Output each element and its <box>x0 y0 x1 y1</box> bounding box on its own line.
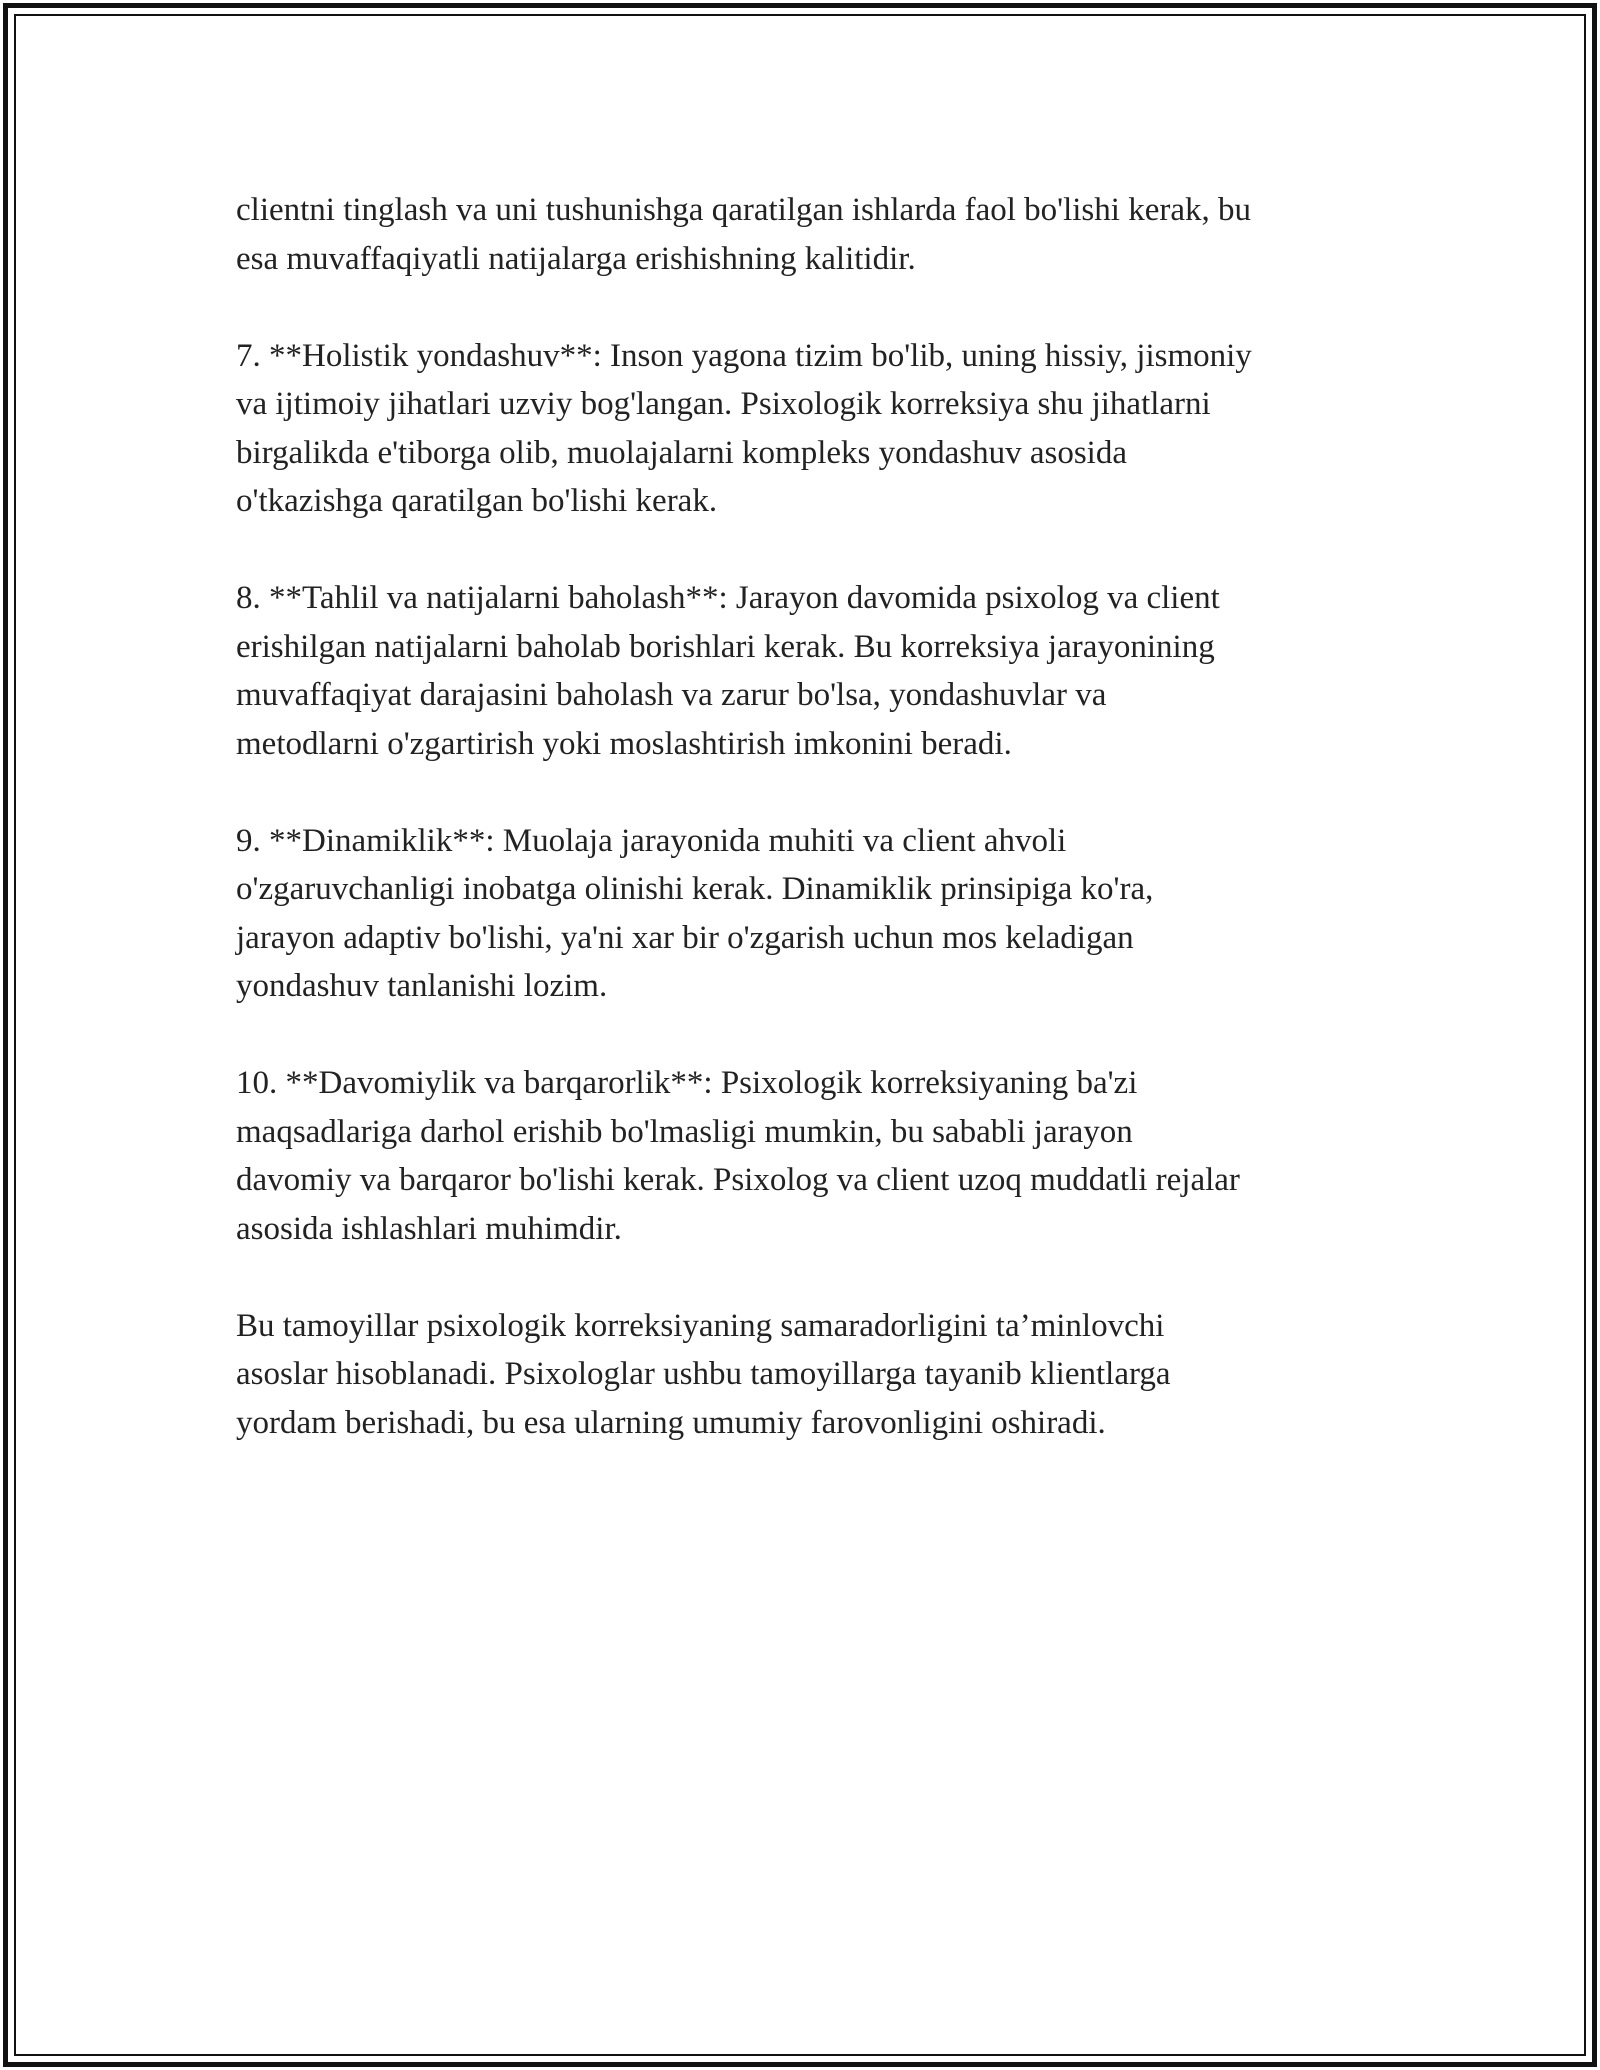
text-line: o'tkazishga qaratilgan bo'lishi kerak. <box>236 483 718 519</box>
text-line: muvaffaqiyat darajasini baholash va zarur bo'lsa, yondashuvlar va <box>236 677 1107 713</box>
text-line: birgalikda e'tiborga olib, muolajalarni kompleks yondashuv asosida <box>236 434 1127 471</box>
paragraph-item-10 <box>236 1059 1366 1253</box>
text-line: esa muvaffaqiyatli natijalarga erishishning kalitidir. <box>236 240 916 277</box>
text-line: yondashuv tanlanishi lozim. <box>236 968 608 1004</box>
paragraph-item-9 <box>236 817 1366 1011</box>
text-line: 7. **Holistik yondashuv**: Inson yagona tizim bo'lib, uning hissiy, jismoniy <box>236 337 1252 374</box>
text-line: maqsadlariga darhol erishib bo'lmasligi mumkin, bu sababli jarayon <box>236 1113 1133 1150</box>
text-line: 8. **Tahlil va natijalarni baholash**: Jarayon davomida psixolog va client <box>236 580 1220 616</box>
text-line: va ijtimoiy jihatlari uzviy bog'langan. Psixologik korreksiya shu jihatlarni <box>236 386 1211 422</box>
text-line: o'zgaruvchanligi inobatga olinishi kerak. Dinamiklik prinsipiga ko'ra, <box>236 871 1154 907</box>
paragraph-item-8 <box>236 574 1366 768</box>
text-line: 10. **Davomiylik va barqarorlik**: Psixologik korreksiyaning ba'zi <box>236 1065 1138 1101</box>
text-line: 9. **Dinamiklik**: Muolaja jarayonida muhiti va client ahvoli <box>236 822 1067 859</box>
text-line: clientni tinglash va uni tushunishga qaratilgan ishlarda faol bo'lishi kerak, bu <box>236 192 1251 228</box>
text-line: davomiy va barqaror bo'lishi kerak. Psixolog va client uzoq muddatli rejalar <box>236 1162 1240 1198</box>
paragraph-conclusion <box>236 1302 1366 1448</box>
text-line: yordam berishadi, bu esa ularning umumiy farovonligini oshiradi. <box>236 1404 1106 1441</box>
text-line: erishilgan natijalarni baholab borishlari kerak. Bu korreksiya jarayonining <box>236 628 1215 665</box>
text-line: asosida ishlashlari muhimdir. <box>236 1210 622 1247</box>
text-line: Bu tamoyillar psixologik korreksiyaning samaradorligini ta’minlovchi <box>236 1307 1165 1344</box>
text-line: jarayon adaptiv bo'lishi, ya'ni xar bir o'zgarish uchun mos keladigan <box>236 919 1134 956</box>
text-line: asoslar hisoblanadi. Psixologlar ushbu tamoyillarga tayanib klientlarga <box>236 1356 1171 1392</box>
paragraph-item-7 <box>236 332 1366 526</box>
paragraph-continuation <box>236 186 1366 283</box>
text-line: metodlarni o'zgartirish yoki moslashtirish imkonini beradi. <box>236 725 1012 762</box>
document-body <box>236 186 1366 1496</box>
